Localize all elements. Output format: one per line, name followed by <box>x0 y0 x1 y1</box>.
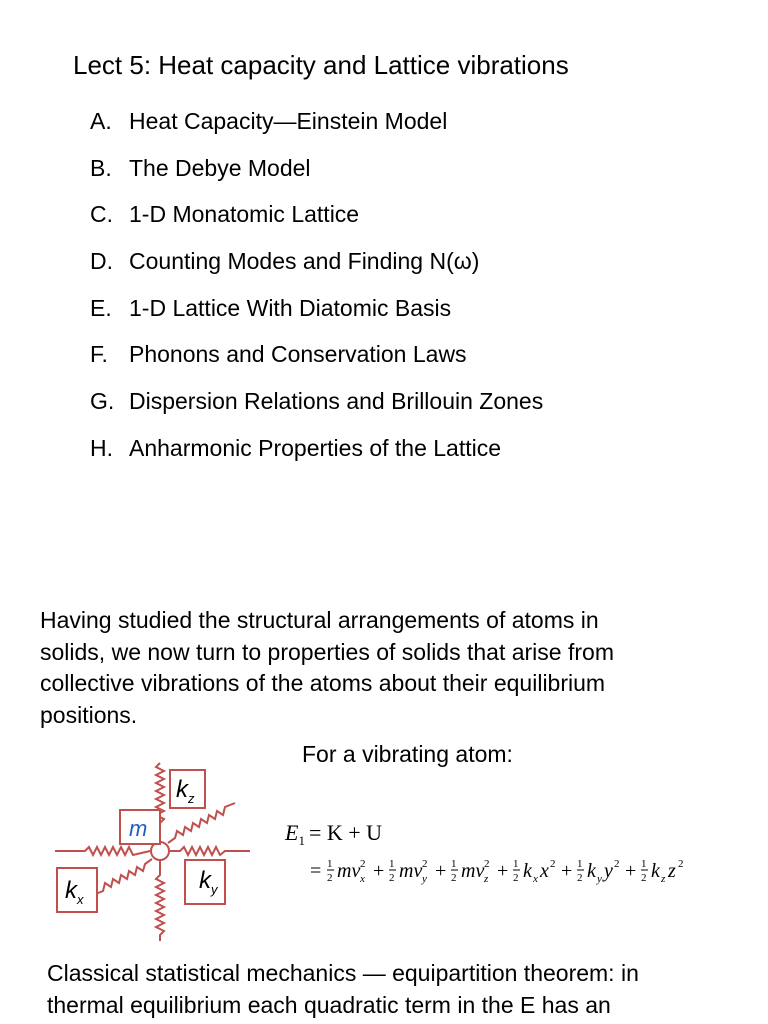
conclusion-line: thermal equilibrium each quadratic term in the E has an <box>47 992 611 1018</box>
outline-letter: B. <box>90 154 112 181</box>
svg-text:2: 2 <box>641 872 647 884</box>
mass-label: m <box>129 816 148 841</box>
outline-text: Dispersion Relations and Brillouin Zones <box>129 388 544 415</box>
svg-text:mv: mv <box>461 860 485 882</box>
intro-line: positions. <box>40 701 138 728</box>
svg-text:2: 2 <box>678 858 684 870</box>
outline-item <box>90 248 543 295</box>
outline-item <box>90 435 543 482</box>
outline-text: Phonons and Conservation Laws <box>129 341 467 368</box>
intro-line: Having studied the structural arrangements of atoms in <box>40 607 599 633</box>
conclusion-line: Classical statistical mechanics — equipartition theorem: in <box>47 960 639 986</box>
svg-text:+: + <box>625 860 637 882</box>
svg-text:1: 1 <box>513 858 519 870</box>
svg-text:x: x <box>540 860 549 882</box>
outline-letter: E. <box>90 294 112 321</box>
outline-text: Heat Capacity—Einstein Model <box>129 108 448 134</box>
spring-x-left <box>55 847 150 855</box>
spring-x-right <box>170 847 250 855</box>
spring-mass-diagram <box>45 755 265 950</box>
outline-letter: G. <box>90 388 115 415</box>
outline-letter: A. <box>90 108 112 134</box>
page-title: Lect 5: Heat capacity and Lattice vibrations <box>73 50 569 80</box>
svg-text:=: = <box>310 860 322 882</box>
ky-label: $k_y$ <box>199 867 218 897</box>
svg-text:z: z <box>668 860 676 882</box>
energy-equation <box>283 815 753 895</box>
svg-text:2: 2 <box>327 872 333 884</box>
svg-text:mv: mv <box>399 860 423 882</box>
spring-y-down <box>93 859 152 895</box>
svg-text:2: 2 <box>451 872 457 884</box>
svg-text:x: x <box>533 873 538 885</box>
svg-text:+: + <box>561 860 573 882</box>
outline-letter: H. <box>90 434 113 461</box>
svg-text:mv: mv <box>337 860 361 882</box>
outline-letter: C. <box>90 201 113 228</box>
svg-text:2: 2 <box>360 858 366 870</box>
outline-text: 1-D Lattice With Diatomic Basis <box>129 294 452 321</box>
svg-text:k: k <box>587 860 596 882</box>
svg-text:k: k <box>523 860 532 882</box>
outline-text: Anharmonic Properties of the Lattice <box>129 434 502 461</box>
svg-text:1: 1 <box>641 858 647 870</box>
svg-text:y: y <box>422 873 427 885</box>
svg-text:2: 2 <box>422 858 428 870</box>
svg-text:E1= K + U: $E_1 = K + U$ <box>285 820 383 848</box>
outline-item <box>90 341 543 388</box>
svg-text:+: + <box>373 860 385 882</box>
svg-text:k: k <box>651 860 660 882</box>
outline-item <box>90 155 543 202</box>
outline-item <box>90 295 543 342</box>
kz-label: $k_z$ <box>176 776 195 806</box>
svg-text:1: 1 <box>577 858 583 870</box>
svg-text:+: + <box>497 860 509 882</box>
vibrating-atom-label: For a vibrating atom: <box>302 741 513 767</box>
outline-text: 1-D Monatomic Lattice <box>129 201 360 228</box>
svg-text:2: 2 <box>577 872 583 884</box>
outline-text: The Debye Model <box>129 154 311 181</box>
svg-text:2: 2 <box>513 872 519 884</box>
svg-text:2: 2 <box>389 872 395 884</box>
outline-item <box>90 108 543 155</box>
svg-text:2: 2 <box>614 858 620 870</box>
outline-item <box>90 388 543 435</box>
outline-item <box>90 201 543 248</box>
intro-line: collective vibrations of the atoms about their equilibrium <box>40 670 606 696</box>
outline-letter: D. <box>90 248 113 275</box>
svg-text:z: z <box>661 873 666 885</box>
intro-line: solids, we now turn to properties of solids that arise from <box>40 638 614 665</box>
svg-text:+: + <box>435 860 447 882</box>
spring-z-bottom <box>156 861 164 941</box>
svg-text:y: y <box>597 873 602 885</box>
svg-text:2: 2 <box>484 858 490 870</box>
outline-letter: F. <box>90 341 108 368</box>
intro-paragraph <box>40 605 740 731</box>
svg-text:x: x <box>360 873 365 885</box>
svg-text:y: y <box>604 860 613 882</box>
svg-text:1: 1 <box>451 858 457 870</box>
kx-label: $k_x$ <box>65 877 84 907</box>
svg-text:1: 1 <box>389 858 395 870</box>
svg-text:z: z <box>484 873 489 885</box>
lecture-outline <box>90 108 543 482</box>
equipartition-paragraph <box>47 957 767 1021</box>
outline-text: Counting Modes and Finding N(ω) <box>129 248 480 275</box>
svg-text:2: 2 <box>550 858 556 870</box>
svg-text:1: 1 <box>327 858 333 870</box>
